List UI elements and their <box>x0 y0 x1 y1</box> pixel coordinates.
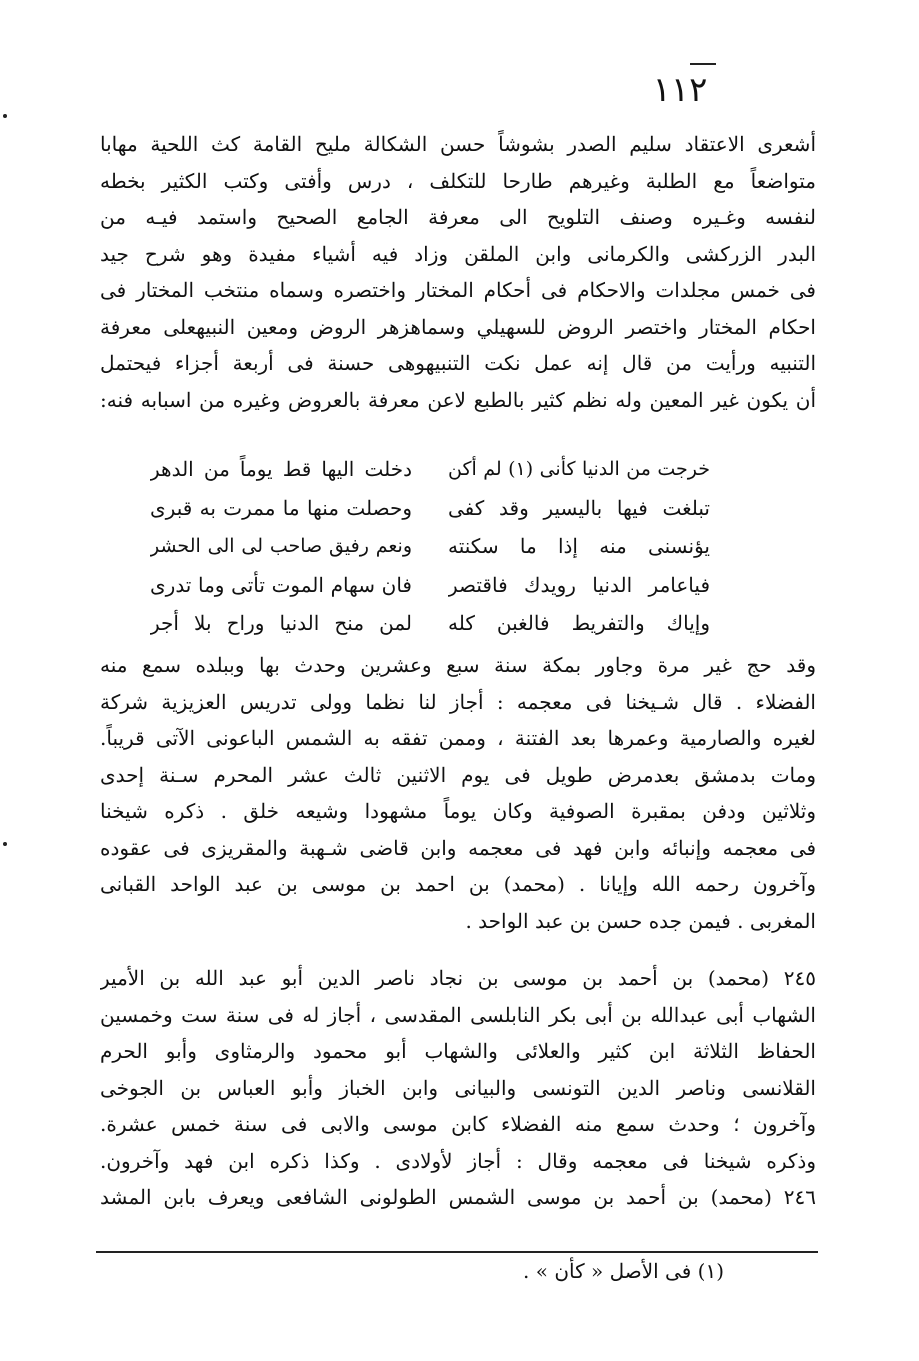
text-line: وآخرون ؛ وحدث سمع منه الفضلاء كابن موسى والابى فى سنة خمس عشرة. <box>100 1112 816 1136</box>
text-line: وثلاثين ودفن بمقبرة الصوفية وكان يوماً مشهودا وشيعه خلق . ذكره شيخنا <box>100 799 816 823</box>
text-line: القلانسى وناصر الدين التونسى والبيانى وابن الخباز وأبو العباس بن الجوخى <box>100 1075 816 1100</box>
page-number: ١١٢ <box>652 70 708 110</box>
scan-speck <box>3 114 7 118</box>
verse-second-hemistich: ونعم رفيق صاحب لى الى الحشر <box>150 535 412 558</box>
text-line: فى خمس مجلدات والاحكام فى أحكام المختار واختصره وسماه منتخب المختار فى <box>100 278 816 302</box>
verse-first-hemistich: تبلغت فيها باليسير وقد كفى <box>448 495 710 520</box>
text-line: فى معجمه وإنبائه وابن فهد فى معجمه وابن قاضى شـهبة والمقريزى فى عقوده <box>100 835 816 860</box>
text-line: لنفسه وغـيره وصنف التلويح الى معرفة الجامع الصحيح واستمد فيـه من <box>100 205 816 229</box>
text-line: متواضعاً مع الطلبة وغيرهم طارحا للتكلف ، درس وأفتى وكتب الكثير بخطه <box>100 168 816 193</box>
poem-verse <box>150 450 710 489</box>
text-line: ومات بدمشق بعدمرض طويل فى يوم الاثنين ثالث عشر المحرم سـنة إحدى <box>100 762 816 787</box>
text-line: الفضلاء . قال شـيخنا فى معجمه : أجاز لنا نظما وولى تدريس العزيزية شركة <box>100 689 816 714</box>
verse-second-hemistich: وحصلت منها ما ممرت به قبرى <box>150 495 412 520</box>
text-line: احكام المختار واختصر الروض للسهيلي وسماهزهر الروض ومعين النبيهعلى معرفة <box>100 314 816 339</box>
entry-line: ٢٤٥ (محمد) بن أحمد بن موسى بن نجاد ناصر الدين أبو عبد الله بن الأمير <box>100 966 816 990</box>
scan-speck <box>3 842 7 846</box>
text-line: البدر الزركشى والكرمانى وابن الملقن وزاد فيه أشياء مفيدة وهو شرح جيد <box>100 241 816 266</box>
verse-second-hemistich: لمن منح الدنيا وراح بلا أجر <box>150 611 412 636</box>
entry-line: ٢٤٦ (محمد) بن أحمد بن موسى الشمس الطولونى الشافعى ويعرف بابن المشد <box>100 1185 816 1209</box>
text-line: وذكره شيخنا فى معجمه وقال : أجاز لأولادى . وكذا ذكره ابن فهد وآخرون. <box>100 1148 816 1173</box>
text-line: أشعرى الاعتقاد سليم الصدر بشوشاً حسن الشكالة مليح القامة كث اللحية مهابا <box>100 132 816 156</box>
paragraph-biography-intro <box>100 126 816 418</box>
page-number-mark <box>690 63 716 65</box>
text-line: التنبيه ورأيت من قال إنه عمل نكت التنبيهوهى حسنة فى أربعة أجزاء فيحتمل <box>100 351 816 375</box>
verse-first-hemistich: فياعامر الدنيا رويدك فاقتصر <box>448 572 710 597</box>
verse-first-hemistich: يؤنسنى منه إذا ما سكنته <box>448 534 710 559</box>
text-line: وآخرون رحمه الله وإيانا . (محمد) بن احمد بن موسى بن عبد الواحد القبانى <box>100 872 816 896</box>
text-line: الحفاظ الثلاثة ابن كثير والعلائى والشهاب أبو محمود والرمثاوى وأبو الحرم <box>100 1039 816 1063</box>
poem-verses <box>150 450 710 643</box>
poem-verse <box>150 604 710 643</box>
verse-first-hemistich: خرجت من الدنيا كأنى (١) لم أكن <box>448 458 710 480</box>
text-line: الشهاب أبى عبدالله بن أبى بكر النابلسى المقدسى ، أجاز له فى سنة ست وخمسين <box>100 1002 816 1027</box>
text-line: أن يكون غير المعين وله نظم كثير بالطبع لاعن معرفة بالعروض وغيره من اسبابه فنه: <box>100 387 816 412</box>
text-line: المغربى . فيمن جده حسن بن عبد الواحد . <box>465 908 816 933</box>
footnote: (١) فى الأصل « كأن » . <box>523 1259 724 1283</box>
poem-verse <box>150 566 710 605</box>
text-line: لغيره والصارمية وعمرها بعد الفتنة ، وممن تفقه به الشمس الباعونى الآتى قريباً. <box>100 726 816 750</box>
poem-verse <box>150 489 710 528</box>
verse-second-hemistich: دخلت اليها قط يوماً من الدهر <box>150 457 412 481</box>
poem-verse <box>150 527 710 566</box>
verse-second-hemistich: فان سهام الموت تأتى وما تدرى <box>150 572 412 597</box>
text-line: وقد حج غير مرة وجاور بمكة سنة سبع وعشرين وحدث بها وببلده سمع منه <box>100 653 816 677</box>
paragraph-biography-death <box>100 647 816 939</box>
footnote-divider <box>96 1251 818 1253</box>
paragraph-entries-245-246 <box>100 960 816 1216</box>
verse-first-hemistich: وإياك والتفريط فالغبن كله <box>448 611 710 636</box>
